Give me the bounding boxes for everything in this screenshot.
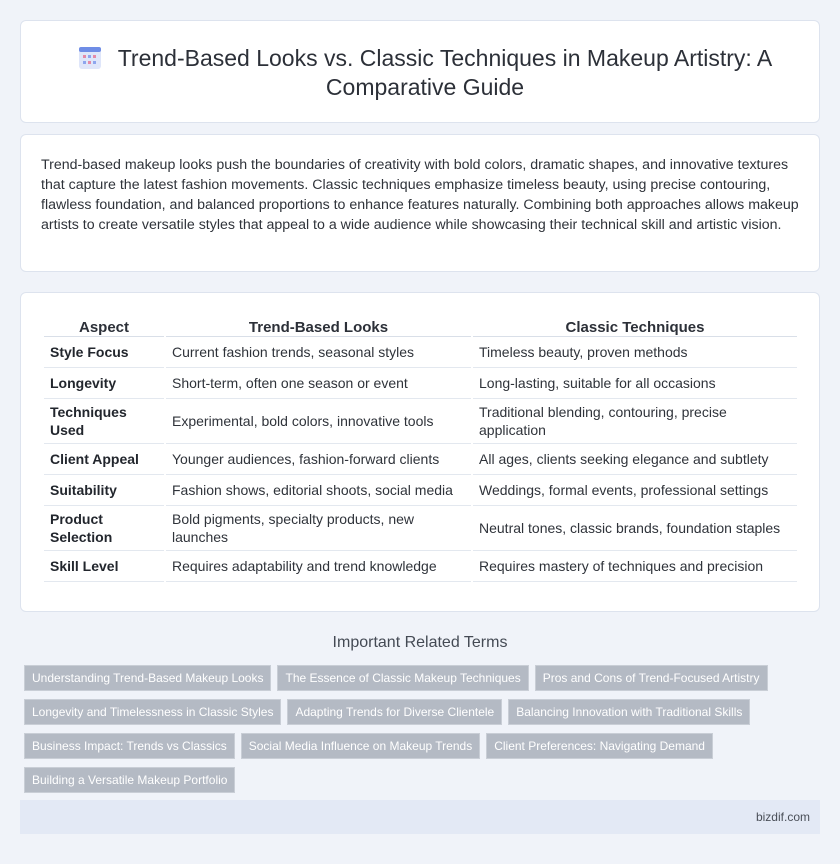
related-term-tag[interactable]: Adapting Trends for Diverse Clientele — [287, 699, 502, 725]
related-terms-list — [24, 665, 820, 801]
row-classic: All ages, clients seeking elegance and subtlety — [473, 444, 797, 475]
row-trend: Fashion shows, editorial shoots, social media — [166, 475, 471, 506]
comparison-card — [20, 292, 820, 612]
footer — [20, 800, 820, 834]
row-trend: Younger audiences, fashion-forward clients — [166, 444, 471, 475]
related-term-tag[interactable]: Understanding Trend-Based Makeup Looks — [24, 665, 271, 691]
page-title-text: Trend-Based Looks vs. Classic Techniques in Makeup Artistry: A Comparative Guide — [117, 45, 773, 100]
row-aspect: Suitability — [44, 475, 164, 506]
related-term-tag[interactable]: Social Media Influence on Makeup Trends — [241, 733, 480, 759]
related-term-tag[interactable]: Building a Versatile Makeup Portfolio — [24, 767, 235, 793]
row-classic: Traditional blending, contouring, precise application — [473, 399, 797, 444]
row-classic: Timeless beauty, proven methods — [473, 337, 797, 368]
row-trend: Requires adaptability and trend knowledge — [166, 551, 471, 582]
row-classic: Neutral tones, classic brands, foundation staples — [473, 506, 797, 551]
related-term-tag[interactable]: Longevity and Timelessness in Classic Styles — [24, 699, 281, 725]
row-aspect: Style Focus — [44, 337, 164, 368]
row-aspect: Client Appeal — [44, 444, 164, 475]
row-aspect: Longevity — [44, 368, 164, 399]
header-aspect: Aspect — [44, 313, 164, 337]
related-term-tag[interactable]: Balancing Innovation with Traditional Skills — [508, 699, 750, 725]
title-card — [20, 20, 820, 123]
row-classic: Weddings, formal events, professional settings — [473, 475, 797, 506]
table-row — [44, 399, 797, 444]
related-term-tag[interactable]: Pros and Cons of Trend-Focused Artistry — [535, 665, 768, 691]
title-wrap — [61, 44, 789, 102]
related-term-tag[interactable]: The Essence of Classic Makeup Techniques — [277, 665, 528, 691]
header-classic: Classic Techniques — [473, 313, 797, 337]
row-aspect: Techniques Used — [44, 399, 164, 444]
row-trend: Experimental, bold colors, innovative tools — [166, 399, 471, 444]
intro-paragraph: Trend-based makeup looks push the boundaries of creativity with bold colors, dramatic shapes, and innovative textures that capture the latest fashion movements. Classic techniques emphasize timeless beauty, using precise contouring, flawless foundation, and balanced proportions to enhance features naturally. Combining both approaches allows makeup artists to create versatile styles that appeal to a wide audience while showcasing their technical skill and artistic vision. — [41, 157, 799, 233]
comparison-table — [42, 313, 799, 582]
related-term-tag[interactable]: Business Impact: Trends vs Classics — [24, 733, 235, 759]
table-row — [44, 551, 797, 582]
row-classic: Requires mastery of techniques and precision — [473, 551, 797, 582]
document-icon — [78, 47, 102, 69]
intro-card — [20, 134, 820, 272]
footer-brand[interactable]: bizdif.com — [755, 810, 810, 824]
row-aspect: Product Selection — [44, 506, 164, 551]
row-trend: Short-term, often one season or event — [166, 368, 471, 399]
table-row — [44, 368, 797, 399]
page-title — [61, 44, 789, 102]
related-terms-heading: Important Related Terms — [332, 634, 508, 651]
row-trend: Bold pigments, specialty products, new launches — [166, 506, 471, 551]
table-row — [44, 337, 797, 368]
table-row — [44, 506, 797, 551]
row-classic: Long-lasting, suitable for all occasions — [473, 368, 797, 399]
table-header-row — [44, 313, 797, 337]
header-trend: Trend-Based Looks — [166, 313, 471, 337]
table-row — [44, 444, 797, 475]
row-aspect: Skill Level — [44, 551, 164, 582]
table-row — [44, 475, 797, 506]
related-term-tag[interactable]: Client Preferences: Navigating Demand — [486, 733, 713, 759]
row-trend: Current fashion trends, seasonal styles — [166, 337, 471, 368]
